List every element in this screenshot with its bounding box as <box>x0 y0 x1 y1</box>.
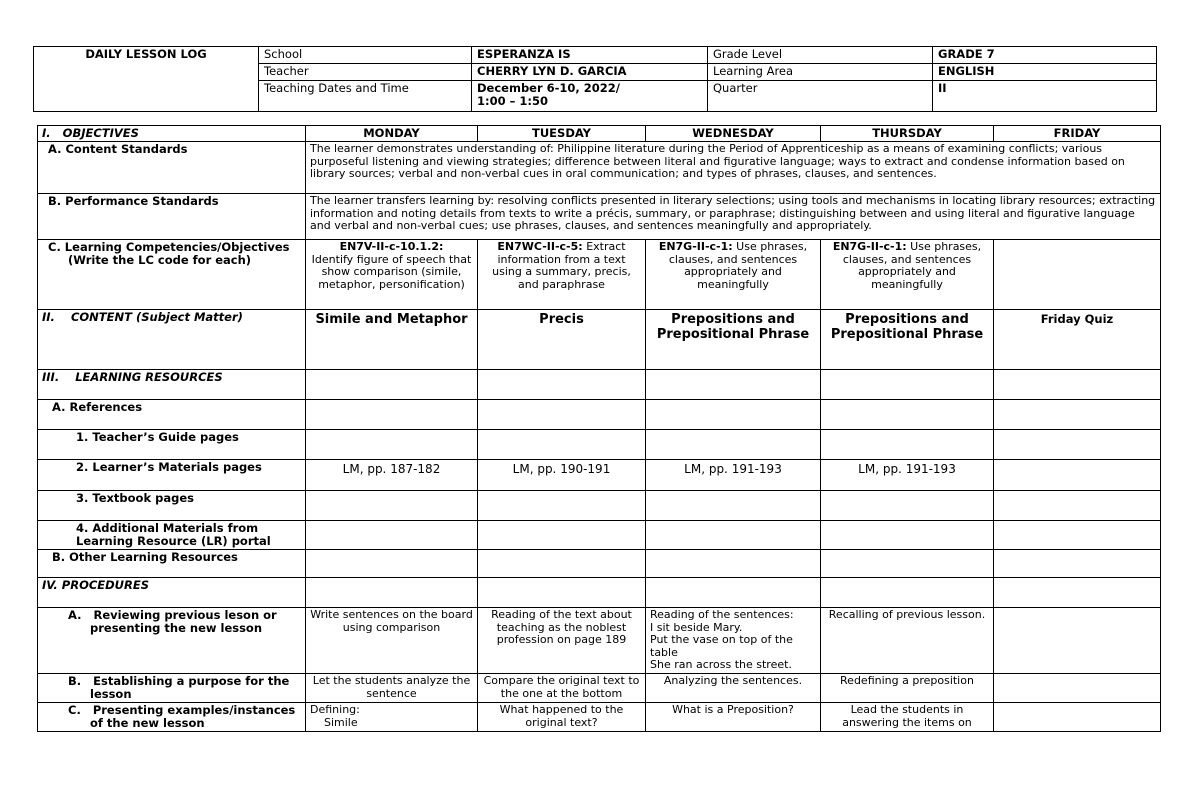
day-wednesday: WEDNESDAY <box>646 126 821 142</box>
dates-label: Teaching Dates and Time <box>259 81 472 112</box>
other-resources-label: B. Other Learning Resources <box>38 550 306 578</box>
learners-materials-label: 2. Learner’s Materials pages <box>38 460 306 491</box>
proc-line: Reading of the sentences: <box>650 608 794 621</box>
procedure-text: Presenting examples/instances of the new lesson <box>90 703 296 730</box>
lm-monday: LM, pp. 187-182 <box>306 460 478 491</box>
performance-standards-label: B. Performance Standards <box>38 194 306 240</box>
content-row <box>38 310 1161 370</box>
day-tuesday: TUESDAY <box>478 126 646 142</box>
competencies-label-line-2: (Write the LC code for each) <box>68 253 252 267</box>
teacher-label: Teacher <box>259 64 472 81</box>
performance-standards-row <box>38 194 1161 240</box>
proc-a-tuesday: Reading of the text about teaching as the noblest profession on page 189 <box>478 608 646 674</box>
competencies-label <box>38 240 306 310</box>
teacher-value: CHERRY LYN D. GARCIA <box>472 64 708 81</box>
section-title: CONTENT (Subject Matter) <box>70 310 243 324</box>
procedure-text: Reviewing previous leson or presenting the new lesson <box>90 608 277 635</box>
area-value: ENGLISH <box>933 64 1157 81</box>
procedure-a-label <box>38 608 306 674</box>
teachers-guide-label: 1. Teacher’s Guide pages <box>38 430 306 460</box>
proc-a-wednesday <box>646 608 821 674</box>
dates-value-line-2: 1:00 – 1:50 <box>477 94 548 108</box>
section-title: LEARNING RESOURCES <box>75 370 223 384</box>
lc-code: EN7G-II-c-1: <box>658 240 733 253</box>
proc-c-monday <box>306 703 478 732</box>
references-label: A. References <box>38 400 306 430</box>
day-friday: FRIDAY <box>994 126 1161 142</box>
dates-value <box>472 81 708 112</box>
day-thursday: THURSDAY <box>821 126 994 142</box>
lm-wednesday: LM, pp. 191-193 <box>646 460 821 491</box>
performance-standards-text: The learner transfers learning by: resolving conflicts presented in literary selections; using tools and mechanisms in locating library resources; extracting information and noting details from texts to write a précis, summary, or paraphrase; distinguishing between and using literal and figurative language and verbal and non-verbal cues; use phrases, clauses, and sentences meaningfully and appropriately. <box>306 194 1161 240</box>
proc-a-thursday: Recalling of previous lesson. <box>821 608 994 674</box>
proc-b-tuesday: Compare the original text to the one at the bottom <box>478 674 646 703</box>
procedure-c-label <box>38 703 306 732</box>
proc-b-monday: Let the students analyze the sentence <box>306 674 478 703</box>
grade-label: Grade Level <box>708 47 933 64</box>
proc-line: She ran across the street. <box>650 658 792 671</box>
lm-tuesday: LM, pp. 190-191 <box>478 460 646 491</box>
lc-code: EN7V-II-c-10.1.2: <box>339 240 444 253</box>
section-number: IV. <box>42 578 58 592</box>
lc-text: Use phrases, clauses, and sentences appropriately and meaningfully <box>842 240 982 291</box>
lc-wednesday <box>646 240 821 310</box>
section-title: PROCEDURES <box>61 578 150 592</box>
section-number: II. <box>42 310 55 324</box>
procedure-letter: B. <box>68 674 82 688</box>
lc-code: EN7WC-II-c-5: <box>497 240 583 253</box>
log-title: DAILY LESSON LOG <box>34 47 259 112</box>
proc-c-wednesday: What is a Preposition? <box>646 703 821 732</box>
topic-thursday: Prepositions and Prepositional Phrase <box>821 310 994 370</box>
proc-c-thursday: Lead the students in answering the items on <box>821 703 994 732</box>
lc-monday <box>306 240 478 310</box>
proc-line: Simile <box>324 715 358 729</box>
procedure-a-row <box>38 608 1161 674</box>
learners-materials-row <box>38 460 1161 491</box>
additional-materials-row <box>38 521 1161 550</box>
area-label: Learning Area <box>708 64 933 81</box>
section-number: III. <box>42 370 60 384</box>
textbook-row <box>38 491 1161 521</box>
topic-wednesday: Prepositions and Prepositional Phrase <box>646 310 821 370</box>
dates-value-line-1: December 6-10, 2022/ <box>477 81 621 95</box>
proc-c-tuesday: What happened to the original text? <box>478 703 646 732</box>
procedures-header-row <box>38 578 1161 608</box>
other-resources-row <box>38 550 1161 578</box>
additional-materials-line-2: Learning Resource (LR) portal <box>76 534 271 548</box>
proc-line: Put the vase on top of the table <box>650 633 793 659</box>
procedure-c-row <box>38 703 1161 732</box>
lm-thursday: LM, pp. 191-193 <box>821 460 994 491</box>
proc-line: Defining: <box>310 703 360 716</box>
objectives-header-row <box>38 126 1161 142</box>
proc-b-friday <box>994 674 1161 703</box>
objectives-heading <box>38 126 306 142</box>
content-standards-text: The learner demonstrates understanding of: Philippine literature during the Period of Apprenticeship as a means of examining conflicts; various purposeful listening and viewing strategies; difference between literal and figurative language; ways to extract and condense information based on library sources; verbal and non-verbal cues in oral communication; and types of phrases, clauses, and sentences. <box>306 142 1161 194</box>
lc-code: EN7G-II-c-1: <box>832 240 907 253</box>
content-standards-row <box>38 142 1161 194</box>
additional-materials-line-1: 4. Additional Materials from <box>76 521 259 535</box>
lc-tuesday <box>478 240 646 310</box>
quarter-label: Quarter <box>708 81 933 112</box>
competencies-label-line-1: C. Learning Competencies/Objectives <box>48 240 290 254</box>
content-standards-label: A. Content Standards <box>38 142 306 194</box>
section-title: OBJECTIVES <box>62 126 139 140</box>
topic-monday: Simile and Metaphor <box>306 310 478 370</box>
quarter-value: II <box>933 81 1157 112</box>
lesson-table <box>37 125 1161 732</box>
procedure-text: Establishing a purpose for the lesson <box>90 674 290 701</box>
content-heading <box>38 310 306 370</box>
lc-thursday <box>821 240 994 310</box>
procedure-letter: C. <box>68 703 81 717</box>
school-value: ESPERANZA IS <box>472 47 708 64</box>
proc-b-wednesday: Analyzing the sentences. <box>646 674 821 703</box>
day-monday: MONDAY <box>306 126 478 142</box>
procedure-letter: A. <box>68 608 82 622</box>
competencies-row <box>38 240 1161 310</box>
lc-text: Identify figure of speech that show comparison (simile, metaphor, personification) <box>311 252 472 291</box>
procedure-b-row <box>38 674 1161 703</box>
resources-heading <box>38 370 306 400</box>
references-row <box>38 400 1161 430</box>
additional-materials-label <box>38 521 306 550</box>
teachers-guide-row <box>38 430 1161 460</box>
lc-text: Use phrases, clauses, and sentences appropriately and meaningfully <box>668 240 808 291</box>
grade-value: GRADE 7 <box>933 47 1157 64</box>
proc-c-friday <box>994 703 1161 732</box>
lm-friday <box>994 460 1161 491</box>
lc-friday <box>994 240 1161 310</box>
proc-line: I sit beside Mary. <box>650 620 743 634</box>
procedures-heading <box>38 578 306 608</box>
proc-a-monday: Write sentences on the board using comparison <box>306 608 478 674</box>
school-label: School <box>259 47 472 64</box>
section-number: I. <box>42 126 51 140</box>
header-table <box>33 46 1157 112</box>
procedure-b-label <box>38 674 306 703</box>
textbook-label: 3. Textbook pages <box>38 491 306 521</box>
lc-text: Extract information from a text using a summary, precis, and paraphrase <box>492 240 631 291</box>
proc-a-friday <box>994 608 1161 674</box>
topic-friday: Friday Quiz <box>994 310 1161 370</box>
proc-b-thursday: Redefining a preposition <box>821 674 994 703</box>
resources-header-row <box>38 370 1161 400</box>
topic-tuesday: Precis <box>478 310 646 370</box>
